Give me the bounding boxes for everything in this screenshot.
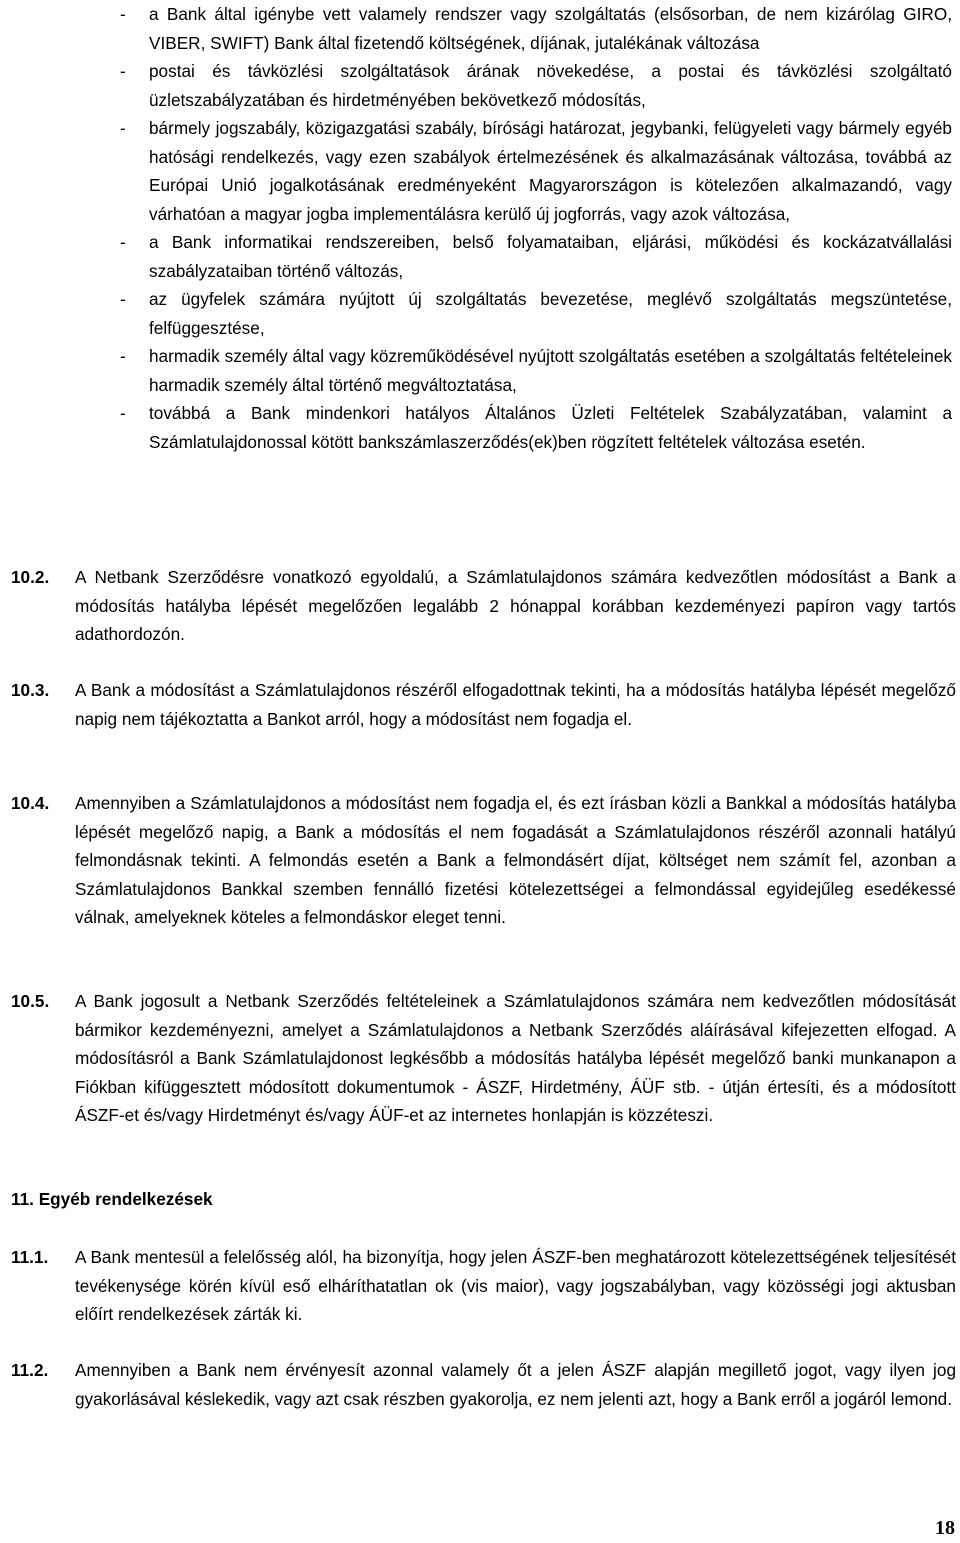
bullet-dash: - [120, 118, 126, 138]
bullet-dash: - [120, 346, 126, 366]
bullet-dash: - [120, 289, 126, 309]
list-item-text: bármely jogszabály, közigazgatási szabály, bírósági határozat, jegybanki, felügyeleti vagy bármely egyéb hatósági rendelkezés, vagy ezen szabályok értelmezésének és alkalmazásának változása, továbbá az Európai Unió jogalkotásának eredményeként Magyarországon is kötelezően alkalmazandó, vagy várhatóan a magyar jogba implementálásra kerülő új jogforrás, vagy azok változása, [149, 118, 952, 224]
list-item [120, 114, 952, 228]
section-number: 11.2. [11, 1360, 49, 1380]
section-11-2 [11, 1356, 956, 1413]
section-number: 10.3. [11, 680, 50, 700]
section-number: 10.4. [11, 793, 50, 813]
section-text: Amennyiben a Bank nem érvényesít azonnal valamely őt a jelen ÁSZF alapján megillető jogot, vagy ilyen jog gyakorlásával késlekedik, vagy azt csak részben gyakorolja, ez nem jelenti azt, hogy a Bank erről a jogáról lemond. [75, 1360, 956, 1409]
bullet-dash: - [120, 403, 126, 423]
section-text: Amennyiben a Számlatulajdonos a módosítást nem fogadja el, és ezt írásban közli a Bankkal a módosítás hatályba lépését megelőző napig, a Bank a módosítás el nem fogadását a Számlatulajdonos részéről azonnali hatályú felmondásnak tekinti. A felmondás esetén a Bank a felmondásért díjat, költséget nem számít fel, azonban a Számlatulajdonos Bankkal szemben fennálló fizetési kötelezettségei a felmondással egyidejűleg esedékessé válnak, amelyeknek köteles a felmondáskor eleget tenni. [75, 793, 956, 927]
section-heading: 11. Egyéb rendelkezések [11, 1189, 213, 1209]
list-item [120, 57, 952, 114]
list-item-text: továbbá a Bank mindenkori hatályos Általános Üzleti Feltételek Szabályzatában, valamint a Számlatulajdonossal kötött bankszámlaszerződés(ek)ben rögzített feltételek változása esetén. [149, 403, 952, 452]
section-10-2 [11, 563, 956, 649]
list-item [120, 399, 952, 456]
section-number: 10.2. [11, 567, 50, 587]
section-number: 11.1. [11, 1247, 49, 1267]
bullet-list [120, 0, 952, 456]
bullet-dash: - [120, 61, 126, 81]
section-10-5 [11, 987, 956, 1130]
section-text: A Bank jogosult a Netbank Szerződés feltételeinek a Számlatulajdonos számára nem kedvezőtlen módosítását bármikor kezdeményezni, amelyet a Számlatulajdonos a Netbank Szerződés aláírásával kifejezetten elfogad. A módosításról a Bank Számlatulajdonost legkésőbb a módosítás hatályba lépését megelőző banki munkanapon a Fiókban kifüggesztett módosított dokumentumok - ÁSZF, Hirdetmény, ÁÜF stb. - útján értesíti, és a módosított ÁSZF-et és/vagy Hirdetményt és/vagy ÁÜF-et az internetes honlapján is közzéteszi. [75, 991, 956, 1125]
section-10-4 [11, 789, 956, 932]
section-11-1 [11, 1243, 956, 1329]
list-item [120, 228, 952, 285]
section-10-3 [11, 676, 956, 733]
list-item [120, 342, 952, 399]
bullet-dash: - [120, 232, 126, 252]
section-text: A Netbank Szerződésre vonatkozó egyoldalú, a Számlatulajdonos számára kedvezőtlen módosítást a Bank a módosítás hatályba lépését megelőzően legalább 2 hónappal korábban kezdeményezi papíron vagy tartós adathordozón. [75, 567, 956, 644]
bullet-dash: - [120, 4, 126, 24]
list-item-text: az ügyfelek számára nyújtott új szolgáltatás bevezetése, meglévő szolgáltatás megszüntetése, felfüggesztése, [149, 289, 952, 338]
list-item-text: a Bank által igénybe vett valamely rendszer vagy szolgáltatás (elsősorban, de nem kizárólag GIRO, VIBER, SWIFT) Bank által fizetendő költségének, díjának, jutalékának változása [149, 4, 952, 53]
list-item-text: postai és távközlési szolgáltatások árának növekedése, a postai és távközlési szolgáltató üzletszabályzatában és hirdetményében bekövetkező módosítás, [149, 61, 952, 110]
list-item [120, 0, 952, 57]
list-item [120, 285, 952, 342]
list-item-text: a Bank informatikai rendszereiben, belső folyamataiban, eljárási, működési és kockázatvállalási szabályzataiban történő változás, [149, 232, 952, 281]
section-text: A Bank mentesül a felelősség alól, ha bizonyítja, hogy jelen ÁSZF-ben meghatározott kötelezettségének teljesítését tevékenysége körén kívül eső elháríthatatlan ok (vis maior), vagy jogszabályban, vagy közösségi jogi aktusban előírt rendelkezések zárták ki. [75, 1247, 956, 1324]
section-number: 10.5. [11, 991, 50, 1011]
page-number: 18 [935, 1517, 955, 1539]
list-item-text: harmadik személy által vagy közreműködésével nyújtott szolgáltatás esetében a szolgáltatás feltételeinek harmadik személy által történő megváltoztatása, [149, 346, 952, 395]
section-text: A Bank a módosítást a Számlatulajdonos részéről elfogadottnak tekinti, ha a módosítás hatályba lépését megelőző napig nem tájékoztatta a Bankot arról, hogy a módosítást nem fogadja el. [75, 680, 956, 729]
